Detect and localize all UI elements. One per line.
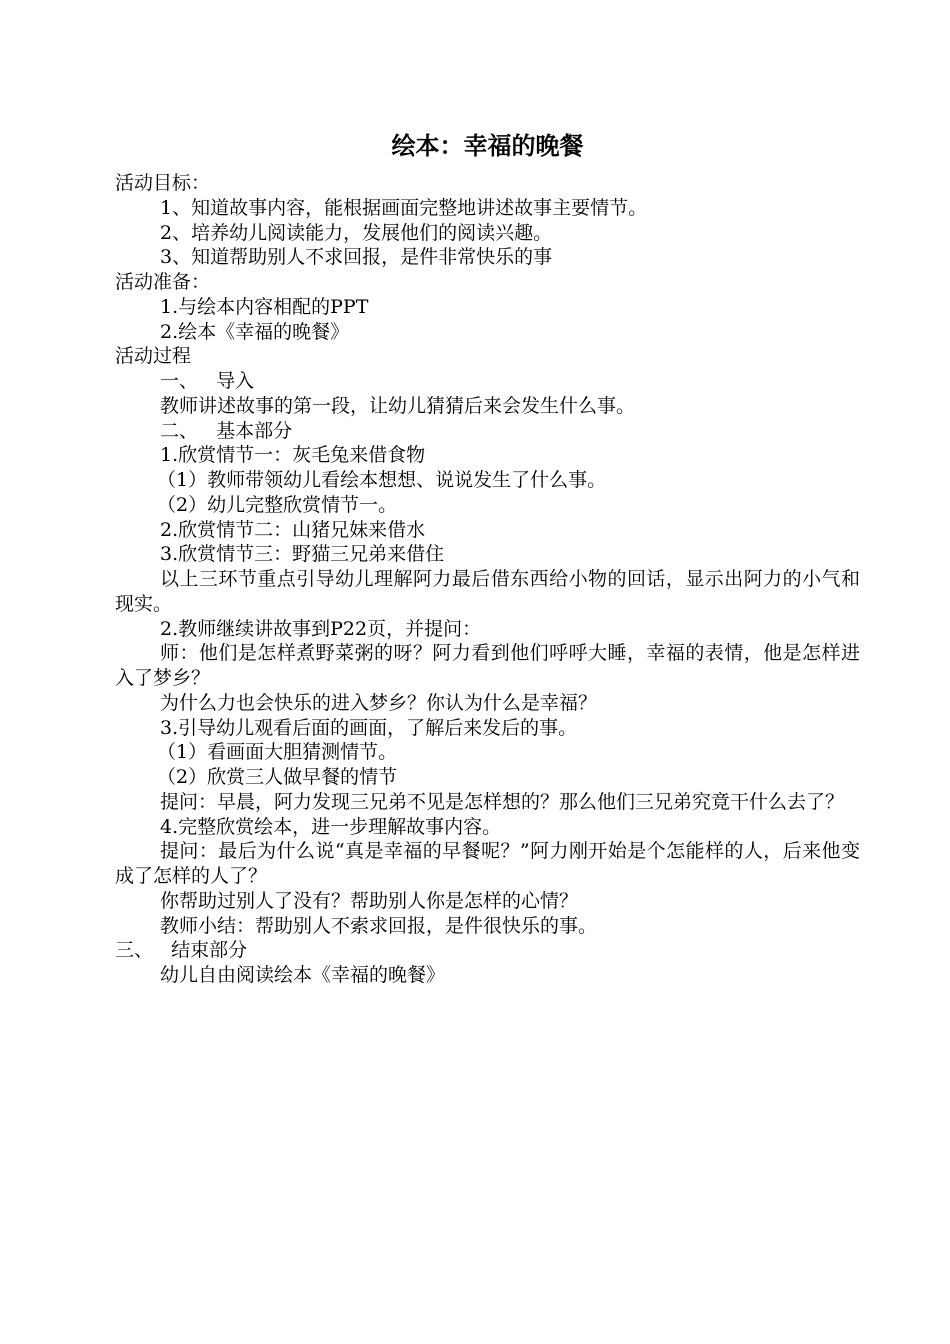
process-text: 为什么力也会快乐的进入梦乡？你认为什么是幸福？ <box>160 691 598 714</box>
section-heading-objectives: 活动目标： <box>115 172 211 194</box>
process-paragraph: 师：他们是怎样煮野菜粥的呀？阿力看到他们呼呼大睡，幸福的表情，他是怎样进入了梦乡？ <box>115 642 860 689</box>
objective-item: 1、知道故事内容，能根据画面完整地讲述故事主要情节。 <box>160 196 648 219</box>
preparation-item: 2.绘本《幸福的晚餐》 <box>160 320 350 343</box>
document-body <box>115 171 860 988</box>
process-text: （2）幼儿完整欣赏情节一。 <box>157 493 398 516</box>
process-text: 幼儿自由阅读绘本《幸福的晚餐》 <box>160 964 446 986</box>
process-text: （2）欣赏三人做早餐的情节 <box>157 766 398 788</box>
process-text: 2.教师继续讲故事到P22页，并提问： <box>160 617 482 640</box>
process-text: 1.欣赏情节一：灰毛兔来借食物 <box>160 444 426 467</box>
process-paragraph: 提问：最后为什么说“真是幸福的早餐呢？”阿力刚开始是个怎能样的人，后来他变成了怎样的人了？ <box>115 840 860 887</box>
process-paragraph: 提问：早晨，阿力发现三兄弟不见是怎样想的？那么他们三兄弟究竟干什么去了？ <box>160 790 845 813</box>
process-step-heading: 二、 基本部分 <box>160 419 293 442</box>
process-step-heading: 一、 导入 <box>160 370 255 392</box>
section-heading-preparation: 活动准备： <box>115 271 211 293</box>
process-text: 教师讲述故事的第一段，让幼儿猜猜后来会发生什么事。 <box>160 394 636 417</box>
preparation-item: 1.与绘本内容相配的PPT <box>160 295 369 318</box>
process-text: 教师小结：帮助别人不索求回报，是件很快乐的事。 <box>160 914 598 937</box>
process-text: 4.完整欣赏绘本，进一步理解故事内容。 <box>160 815 502 838</box>
process-text: 你帮助过别人了没有？帮助别人你是怎样的心情？ <box>160 889 579 912</box>
process-text: 2.欣赏情节二：山猪兄妹来借水 <box>160 518 426 541</box>
process-text: （1）教师带领幼儿看绘本想想、说说发生了什么事。 <box>157 469 607 491</box>
objective-item: 3、知道帮助别人不求回报，是件非常快乐的事 <box>160 246 553 269</box>
process-text: 3.欣赏情节三：野猫三兄弟来借住 <box>160 543 445 566</box>
document-title: 绘本：幸福的晚餐 <box>391 132 584 160</box>
process-text: （1）看画面大胆猜测情节。 <box>157 741 398 764</box>
section-heading-process: 活动过程 <box>115 345 192 368</box>
process-paragraph: 以上三环节重点引导幼儿理解阿力最后借东西给小物的回话，显示出阿力的小气和现实。 <box>115 568 860 615</box>
process-text: 3.引导幼儿观看后面的画面，了解后来发后的事。 <box>160 716 578 739</box>
objective-item: 2、培养幼儿阅读能力，发展他们的阅读兴趣。 <box>160 221 553 244</box>
process-step-heading: 三、 结束部分 <box>115 939 248 962</box>
